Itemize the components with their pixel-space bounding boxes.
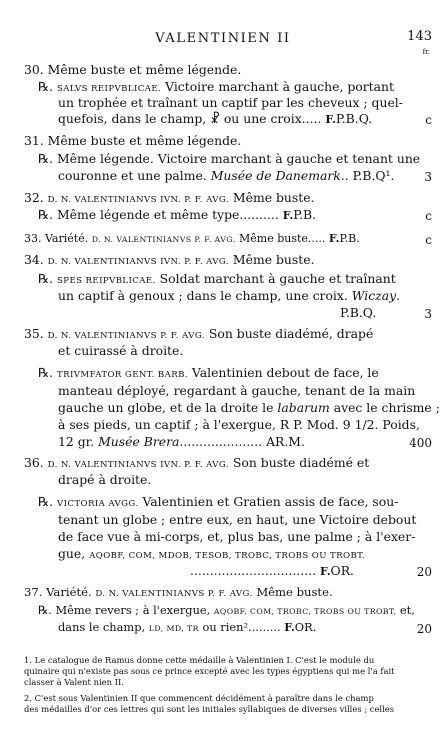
entry-36-text-3: gue, AQOBF, COM, MDOB, TESOB, TROBC, TROBS OU TROBT. <box>58 546 366 561</box>
entry-30-text: un trophée et traînant un captif par les cheveux ; quel- <box>58 95 403 110</box>
footnote-2-line-1: 2. C'est sous Valentinien II que commencent décidément à paraître dans le champ <box>24 693 374 703</box>
entry-37-heading: 37. Variété. D. N. VALENTINIANVS P. F. AVG. Même buste. <box>24 585 333 599</box>
entry-36-heading-cont: drapé à droite. <box>58 472 152 487</box>
footnote-1-line-2: quinaire qui n'existe pas sous ce prince excepté avec les types égyptiens qui me l'a fait <box>24 666 395 676</box>
entry-33-rarity: c <box>425 233 432 247</box>
page-mark: fr. <box>422 48 430 56</box>
running-header: VALENTINIEN II <box>155 31 291 46</box>
entry-37-rarity: 20 <box>416 622 432 636</box>
entry-33-heading: 33. Variété. D. N. VALENTINIANVS P. F. AVG. Même buste..... F.P.B. <box>24 232 360 245</box>
entry-31-reverse: ℞. Même légende. Victoire marchant à gauche et tenant une <box>38 151 421 166</box>
entry-32-heading: 32. D. N. VALENTINIANVS IVN. P. F. AVG. Même buste. <box>24 190 315 205</box>
entry-31-rarity: 3 <box>424 170 432 184</box>
entry-36-text-1: tenant un globe ; entre eux, en haut, une Victoire debout <box>58 512 417 527</box>
footnote-2-line-2: des médailles d'or ces lettres qui sont les initiales syllabiques de diverses villes ; celles <box>24 704 395 714</box>
entry-31-heading: 31. Même buste et même légende. <box>24 133 242 148</box>
entry-30-reverse: ℞. SALVS REIPVBLICAE. Victoire marchant à gauche, portant <box>38 79 394 94</box>
entry-31-text: couronne et une palme. Musée de Danemark.. P.B.Q¹. <box>58 168 395 183</box>
entry-35-rarity: 400 <box>409 436 432 450</box>
entry-30-rarity: c <box>425 113 432 127</box>
footnote-1-line-3: classer à Valent nien II. <box>24 677 124 687</box>
footnote-1-line-1: 1. Le catalogue de Ramus donne cette médaille à Valentinien I. C'est le module du <box>24 655 375 665</box>
entry-34-rarity: 3 <box>424 307 432 321</box>
entry-34-reverse: ℞. SPES REIPVBLICAE. Soldat marchant à gauche et traînant <box>38 271 396 286</box>
entry-35-reverse: ℞. TRIVMFATOR GENT. BARB. Valentinien debout de face, le <box>38 365 379 380</box>
entry-32-reverse: ℞. Même légende et même type.......... F.P.B. <box>38 207 317 222</box>
entry-36-rarity: 20 <box>416 565 432 579</box>
page-number: 143 <box>407 29 432 44</box>
entry-34-module: P.B.Q. <box>340 305 377 320</box>
entry-37-reverse: ℞. Même revers ; à l'exergue, AQOBF, COM, TROBC, TROBS OU TROBT, et, <box>38 603 415 617</box>
entry-35-text-1: manteau déployé, regardant à gauche, tenant de la main <box>58 383 416 398</box>
entry-30-text-end: quefois, dans le champ, ☧ ou une croix..... F.P.B.Q. <box>58 111 373 126</box>
entry-35-heading-cont: et cuirassé à droite. <box>58 343 184 358</box>
entry-34-heading: 34. D. N. VALENTINIANVS IVN. P. F. AVG. Même buste. <box>24 252 315 267</box>
entry-36-text-2: de face vue à mi-corps, et, plus bas, une palme ; à l'exer- <box>58 529 416 544</box>
entry-34-text: un captif à genoux ; dans le champ, une croix. Wiczay. <box>58 288 401 303</box>
entry-32-rarity: c <box>425 209 432 223</box>
entry-36-text-4: ................................ F.OR. <box>190 563 354 578</box>
entry-35-text-2: gauche un globe, et de la droite le labarum avec le chrisme ; <box>58 400 440 415</box>
entry-30-heading: 30. Même buste et même légende. <box>24 62 242 77</box>
entry-35-text-3: à ses pieds, un captif ; à l'exergue, R P. Mod. 9 1/2. Poids, <box>58 417 420 432</box>
entry-36-heading: 36. D. N. VALENTINIANVS IVN. P. F. AVG. Son buste diadémé et <box>24 455 370 470</box>
entry-37-text: dans le champ, LD, MD, TR ou rien²......... F.OR. <box>58 620 317 634</box>
entry-36-reverse: ℞. VICTORIA AVGG. Valentinien et Gratien assis de face, sou- <box>38 494 399 509</box>
entry-35-text-4: 12 gr. Musée Brera..................... AR.M. <box>58 434 305 449</box>
entry-35-heading: 35. D. N. VALENTINIANVS P. F. AVG. Son buste diadémé, drapé <box>24 326 374 341</box>
